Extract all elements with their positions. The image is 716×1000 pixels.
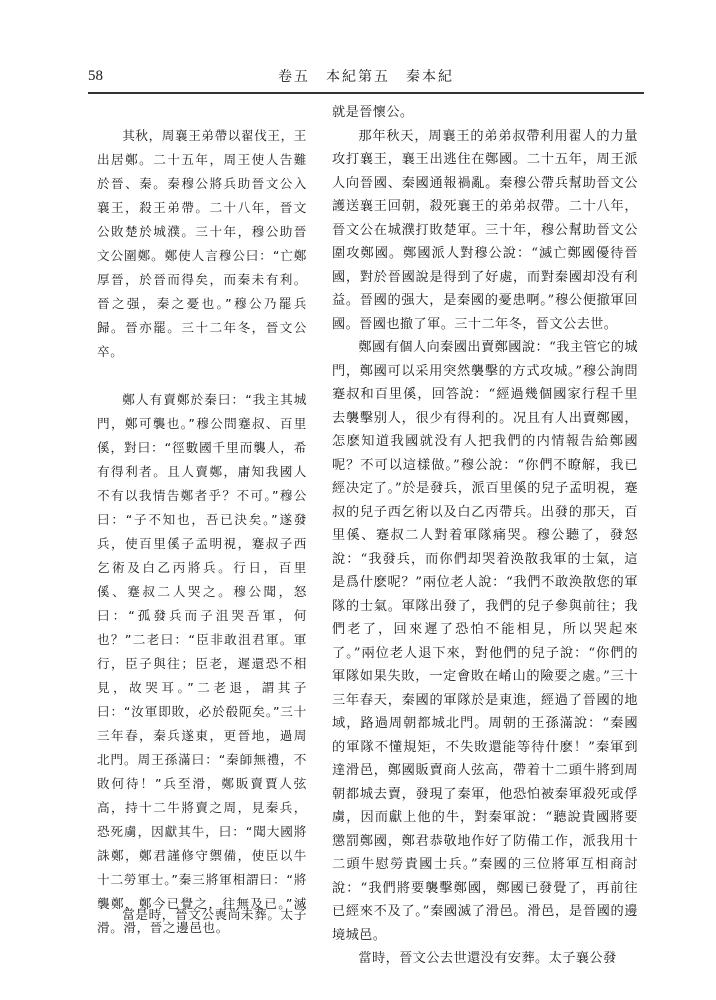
page-number: 58	[88, 68, 103, 84]
translation-paragraph-3: 當時，晉文公去世還没有安葬。太子襄公發	[358, 951, 617, 966]
classical-paragraph-2: 鄭人有賣鄭於秦曰：“我主其城門，鄭可襲也。”穆公問蹇叔、百里傒，對曰：“徑數國千里而襲人，希有得利者。且人賣鄭，庸知我國人不有以我情告鄭者乎？不可。”穆公曰：“子不知也，吾已決矣。”遂發兵，使百里傒子孟明視，蹇叔子西乞術及白乙丙將兵。行日，百里傒、蹇叔二人哭之。穆公聞，怒曰：“孤發兵而子沮哭吾軍，何也？”二老曰：“臣非敢沮君軍。軍行，臣子與往；臣老，遲還恐不相見，故哭耳。”二老退，謂其子曰：“汝軍即敗，必於殽阨矣。”三十三年春，秦兵遂東，更晉地，過周北門。周王孫滿曰：“秦師無禮，不敗何待！”兵至滑，鄭販賣賈人弦高，持十二牛將賣之周，見秦兵，恐死虜，因獻其牛，曰：“聞大國將誅鄭，鄭君謹修守禦備，使臣以牛十二勞軍士。”秦三將軍相謂曰：“將襲鄭，鄭今已覺之，往無及已。”滅滑。滑，晉之邊邑也。	[97, 392, 307, 935]
header-rule	[88, 92, 644, 94]
running-title: 卷五 本紀第五 秦本紀	[278, 69, 454, 85]
translation-paragraph-2: 鄭國有個人向秦國出賣鄭國說：“我主管它的城門，鄭國可以采用突然襲擊的方式攻城。”穆公詢問蹇叔和百里傒，回答說：“經過幾個國家行程千里去襲擊别人，很少有得利的。况且有人出賣鄭國，怎麽知道我國就没有人把我們的内情報告給鄭國呢？不可以這樣做。”穆公說：“你們不瞭解，我已經决定了。”於是發兵，派百里傒的兒子孟明視，蹇叔的兒子西乞術以及白乙丙帶兵。出發的那天，百里傒、蹇叔二人對着軍隊痛哭。穆公聽了，發怒說：“我發兵，而你們却哭着涣散我軍的士氣，這是爲什麽呢？”兩位老人說：“我們不敢涣散您的軍隊的士氣。軍隊出發了，我們的兒子參與前往；我們老了，回來遲了恐怕不能相見，所以哭起來了。”兩位老人退下來，對他們的兒子說：“你們的軍隊如果失敗，一定會敗在崤山的險要之處。”三十三年春天，秦國的軍隊於是東進，經過了晉國的地域，路過周朝都城北門。周朝的王孫滿說：“秦國的軍隊不懂規矩，不失敗還能等待什麽！”秦軍到達滑邑，鄭國販賣商人弦高，帶着十二頭牛將到周朝都城去賣，發現了秦軍，他恐怕被秦軍殺死或俘虜，因而獻上他的牛，對秦軍說：“聽說貴國將要懲罰鄭國，鄭君恭敬地作好了防備工作，派我用十二頭牛慰勞貴國士兵。”秦國的三位將軍互相商討說：“我們將要襲擊鄭國，鄭國已發覺了，再前往已經來不及了。”秦國滅了滑邑。滑邑，是晉國的邊境城邑。	[332, 340, 638, 943]
classical-paragraph-1: 其秋，周襄王弟帶以翟伐王，王出居鄭。二十五年，周王使人告難於晉、秦。秦穆公將兵助晉文公入襄王，殺王弟帶。二十八年，晉文公敗楚於城濮。三十年，穆公助晉文公圍鄭。鄭使人言穆公曰：“亡鄭厚晉，於晉而得矣，而秦未有利。晉之强，秦之憂也。”穆公乃罷兵歸。晉亦罷。三十二年冬，晉文公卒。	[97, 128, 307, 359]
classical-text-continuation	[97, 904, 307, 923]
classical-text-column	[97, 124, 307, 940]
classical-paragraph-3: 當是時，晉文公喪尚未葬。太子	[122, 907, 307, 922]
translation-paragraph-0: 就是晉懷公。	[332, 105, 414, 120]
page-header	[88, 66, 644, 92]
translation-paragraph-1: 那年秋天，周襄王的弟弟叔帶利用翟人的力量攻打襄王，襄王出逃住在鄭國。二十五年，周王派人向晉國、秦國通報禍亂。秦穆公帶兵幫助晉文公護送襄王回朝，殺死襄王的弟弟叔帶。二十八年，晉文公在城濮打敗楚軍。三十年，穆公幫助晉文公圍攻鄭國。鄭國派人對穆公說：“滅亡鄭國優待晉國，對於晉國說是得到了好處，而對秦國却没有利益。晉國的强大，是秦國的憂患啊。”穆公便撤軍回國。晉國也撤了軍。三十二年冬，晉文公去世。	[332, 128, 638, 332]
translation-column	[332, 101, 638, 971]
